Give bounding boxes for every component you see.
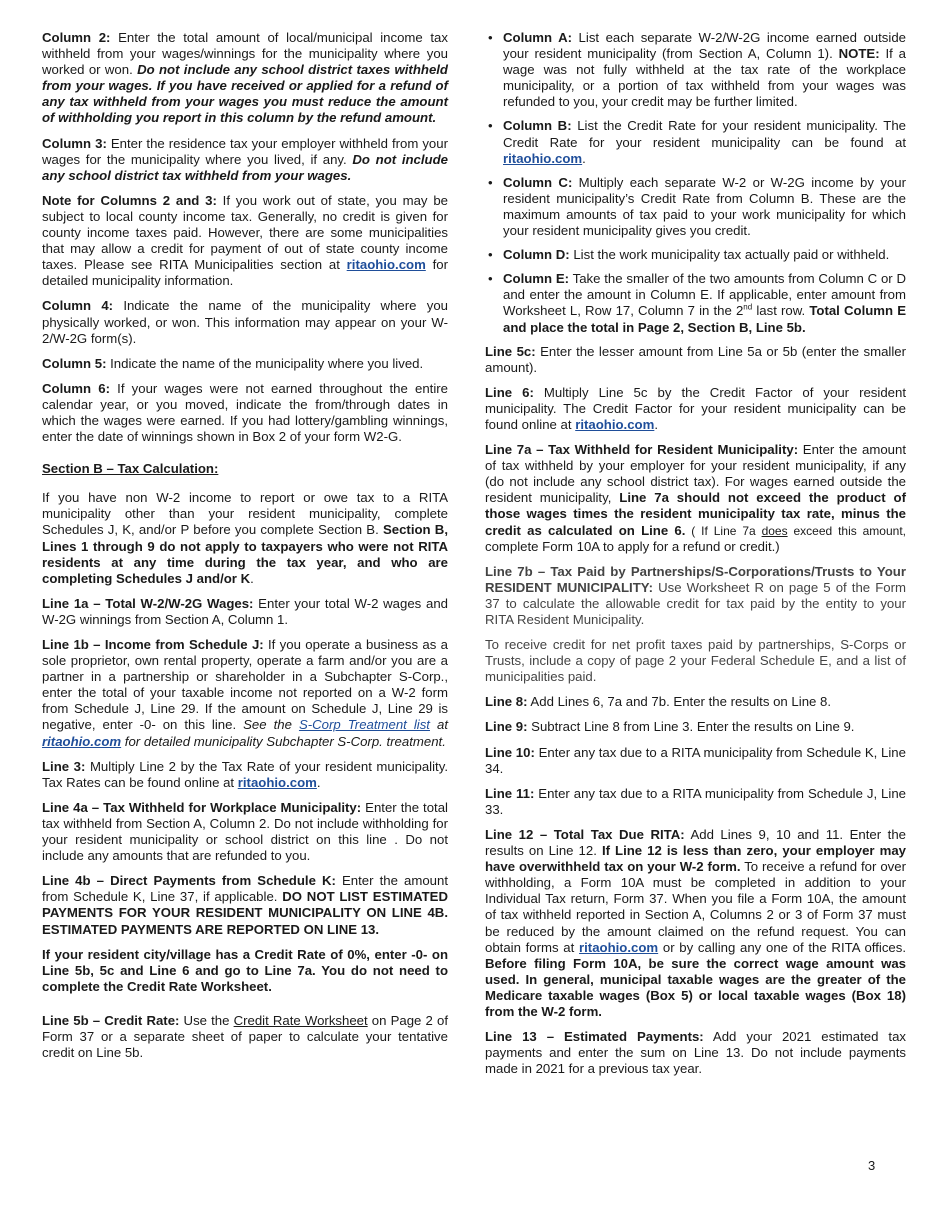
bullet-icon: • — [488, 271, 493, 287]
ritaohio-link[interactable]: ritaohio.com — [237, 774, 317, 790]
column-list — [485, 30, 906, 336]
ritaohio-link[interactable]: ritaohio.com — [503, 150, 583, 166]
bullet-icon: • — [488, 247, 493, 263]
column-2-paragraph: Column 2: Enter the total amount of local/municipal income tax withheld from your wages/winnings for the municipality where you worked or won. Do not include any school district taxes withheld from your wages. If you have received or applied for a refund of any tax withheld from your wages you must reduce the amount of withholding you report in this column by the refund amount. — [42, 30, 448, 126]
line-7b-paragraph: Line 7b – Tax Paid by Partnerships/S-Corporations/Trusts to Your RESIDENT MUNICIPALITY: Use Worksheet R on page 5 of the Form 37 to calculate the allowable credit for tax paid by the entity to your RITA Resident Municipality. — [485, 563, 906, 627]
note-columns-2-3: Note for Columns 2 and 3: If you work out of state, you may be subject to local county income tax. Generally, no credit is given for county income taxes paid. However, there are some municipalities that may allow a credit for payment of out of state county income taxes. Please see RITA Municipalities section at ritaohio.com for detailed municipality information. — [42, 192, 449, 289]
list-item: • Column D: List the work municipality tax actually paid or withheld. — [488, 247, 890, 263]
line-10-paragraph: Line 10: Enter any tax due to a RITA municipality from Schedule K, Line 34. — [485, 744, 906, 776]
line-1a-paragraph: Line 1a – Total W-2/W-2G Wages: Enter your total W-2 wages and W-2G winnings from Section A, Column 1. — [42, 595, 449, 627]
s-corp-treatment-link[interactable]: S-Corp Treatment list — [298, 717, 430, 733]
page-number: 3 — [868, 1158, 876, 1173]
line-4b-paragraph: Line 4b – Direct Payments from Schedule K: Enter the amount from Schedule K, Line 37, if applicable. DO NOT LIST ESTIMATED PAYMENTS FOR YOUR RESIDENT MUNICIPALITY ON LINE 4B. ESTIMATED PAYMENTS ARE REPORTED ON LINE 13. — [42, 873, 448, 937]
ritaohio-link[interactable]: ritaohio.com — [42, 733, 122, 749]
section-b-intro: If you have non W-2 income to report or owe tax to a RITA municipality other than your resident municipality, complete Schedules J, K, and/or P before you complete Section B. Section B, Lines 1 through 9 do not apply to taxpayers who were not RITA residents at any time during the tax year, and who are completing Schedules J and/or K. — [42, 490, 448, 586]
ritaohio-link[interactable]: ritaohio.com — [579, 939, 659, 955]
line-11-paragraph: Line 11: Enter any tax due to a RITA municipality from Schedule J, Line 33. — [485, 785, 906, 817]
bullet-icon: • — [488, 30, 493, 45]
line-13-paragraph: Line 13 – Estimated Payments: Add your 2021 estimated tax payments and enter the sum on Line 13. Do not include payments made in 2021 for a previous tax year. — [485, 1029, 906, 1077]
line-7a-paragraph: Line 7a – Tax Withheld for Resident Municipality: Enter the amount of tax withheld by your employer for your resident municipality, if any (do not include any school district tax). For wages earned outside the resident municipality, Line 7a should not exceed the product of those wages times the resident municipality tax rate, minus the credit as calculated on Line 6. ( If Line 7a does exceed this amount, complete Form 10A to apply for a refund or credit.) — [485, 442, 906, 554]
list-item: • Column B: List the Credit Rate for your resident municipality. The Credit Rate for your resident municipality can be found at ritaohio.com. — [488, 118, 906, 166]
line-12-paragraph: Line 12 – Total Tax Due RITA: Add Lines 9, 10 and 11. Enter the results on Line 12. If Line 12 is less than zero, your employer may have overwithheld tax on your W-2 form. To receive a refund for over withholding, a Form 10A must be completed in addition to your Individual Tax return, Form 37. When you file a Form 10A, the amount of tax withheld reported in Section A, Columns 2 or 3 of Form 37 must be reduced by the amount claimed on the refund request. You can obtain forms at ritaohio.com or by calling any one of the RITA offices. Before filing Form 10A, be sure the correct wage amount was used. In general, municipal taxable wages are the greater of the Medicare taxable wages (Box 5) or local taxable wages (Box 18) from the W-2 form. — [485, 826, 907, 1019]
list-item: • Column A: List each separate W-2/W-2G income earned outside your resident municipality (from Section A, Column 1). NOTE: If a wage was not fully withheld at the tax rate of the workplace municipality, or a portion of tax withheld from your wages was refunded to you, your credit may be further limited. — [488, 30, 906, 110]
bullet-icon: • — [488, 118, 493, 134]
column-3-paragraph: Column 3: Enter the residence tax your employer withheld from your wages for the municipality where you lived, if any. Do not include any school district tax withheld from your wages. — [42, 135, 448, 183]
line-4a-paragraph: Line 4a – Tax Withheld for Workplace Municipality: Enter the total tax withheld from Section A, Column 2. Do not include withholding for your resident municipality or school district on this line . Do not include any amounts that are refunded to you. — [42, 799, 448, 864]
list-item: • Column E: Take the smaller of the two amounts from Column C or D and enter the amount in Column E. If applicable, enter amount from Worksheet L, Row 17, Column 7 in the 2nd last row. Total Column E and place the total in Page 2, Section B, Line 5b. — [488, 271, 906, 335]
line-7b-note: To receive credit for net profit taxes paid by partnerships, S-Corps or Trusts, include a copy of page 2 your Federal Schedule E, and a list of municipalities paid. — [485, 637, 906, 685]
ritaohio-link[interactable]: ritaohio.com — [575, 416, 655, 432]
ritaohio-link[interactable]: ritaohio.com — [346, 257, 426, 273]
list-item: • Column C: Multiply each separate W-2 or W-2G income by your resident municipality’s Credit Rate from Column B. These are the maximum amounts of tax paid to your work municipality for which your resident municipality gives you credit. — [488, 174, 906, 239]
bullet-icon: • — [488, 174, 493, 190]
section-b-heading: Section B – Tax Calculation: — [42, 461, 219, 477]
column-4-paragraph: Column 4: Indicate the name of the municipality where you physically worked, or won. This information may appear on your W-2/W-2G form(s). — [42, 298, 448, 346]
line-5c-paragraph: Line 5c: Enter the lesser amount from Line 5a or 5b (enter the smaller amount). — [485, 343, 906, 375]
left-column — [42, 30, 448, 1070]
column-6-paragraph: Column 6: If your wages were not earned throughout the entire calendar year, or you moved, indicate the from/through dates in which the wages were earned. If you had lottery/gambling winnings, enter the date of winnings shown in Box 2 of your form W2-G. — [42, 380, 448, 445]
line-1b-paragraph: Line 1b – Income from Schedule J: If you operate a business as a sole proprietor, own rental property, operate a farm and/or you are a partner in a partnership or shareholder in a Subchapter S-Corp., enter the total of your taxable income not reported on a W-2 form from Schedule J, Line 29. If the amount on Schedule J, Line 29 is negative, enter -0- on this line. See the S-Corp Treatment list at ritaohio.com for detailed municipality Subchapter S-Corp. treatment. — [42, 637, 448, 749]
line-9-paragraph: Line 9: Subtract Line 8 from Line 3. Enter the results on Line 9. — [485, 719, 855, 735]
line-8-paragraph: Line 8: Add Lines 6, 7a and 7b. Enter the results on Line 8. — [485, 694, 832, 710]
line-5b-paragraph: Line 5b – Credit Rate: Use the Credit Rate Worksheet on Page 2 of Form 37 or a separate sheet of paper to calculate your tentative credit on Line 5b. — [42, 1012, 448, 1061]
line-3-paragraph: Line 3: Multiply Line 2 by the Tax Rate of your resident municipality. Tax Rates can be found online at ritaohio.com. — [42, 758, 448, 790]
zero-credit-rate-note: If your resident city/village has a Credit Rate of 0%, enter -0- on Line 5b, 5c and Line 6 and go to Line 7a. You do not need to complete the Credit Rate Worksheet. — [42, 946, 448, 994]
right-column — [485, 30, 906, 1086]
line-6-paragraph: Line 6: Multiply Line 5c by the Credit Factor of your resident municipality. The Credit Factor for your resident municipality can be found online at ritaohio.com. — [485, 384, 906, 432]
column-5-paragraph: Column 5: Indicate the name of the municipality where you lived. — [42, 355, 424, 371]
